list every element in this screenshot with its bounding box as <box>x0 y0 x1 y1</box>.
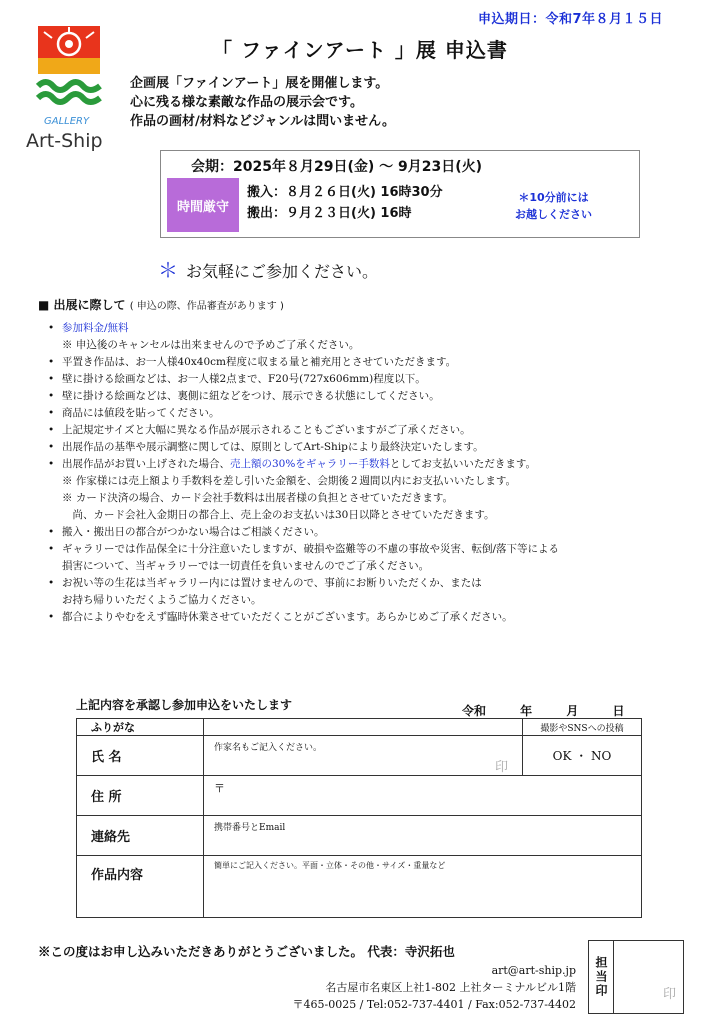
rule-item <box>48 439 708 456</box>
name-hint: 作家名もご記入ください。 <box>214 743 323 753</box>
form-date: 令和 年 月 日 <box>462 704 625 718</box>
rule-text: 尚、カード会社入金期日の都合上、売上金のお支払いは30日以降とさせていただきます。 <box>62 509 495 521</box>
rule-text: 都合によりやむをえず臨時休業させていただくことがございます。あらかじめご了承ください。 <box>62 611 513 623</box>
contact-field[interactable]: 携帯番号とEmail <box>204 816 642 856</box>
early-arrival-note <box>515 189 592 223</box>
rule-item <box>48 541 708 558</box>
furigana-label: ふりがな <box>77 719 204 736</box>
rule-text: 損害について、当ギャラリーでは一切責任を負いませんのでご了承ください。 <box>62 560 430 572</box>
intro-line: 心に残る様な素敵な作品の展示会です。 <box>130 95 363 110</box>
staff-stamp-label: 担当印 <box>589 941 614 1013</box>
rules-list <box>48 320 708 626</box>
rule-text: 商品には値段を貼ってください。 <box>62 407 220 419</box>
sns-label: 撮影やSNSへの投稿 <box>523 719 642 736</box>
staff-stamp-box <box>588 940 684 1014</box>
rule-text: 出展作品がお買い上げされた場合、 <box>62 458 230 470</box>
rule-text: ※ カード決済の場合、カード会社手数料は出展者様の負担とさせていただきます。 <box>62 492 453 504</box>
section-title: ■ 出展に際して <box>38 298 126 312</box>
strict-time-badge: 時間厳守 <box>167 178 239 232</box>
rule-item <box>48 320 708 337</box>
rule-item <box>48 405 708 422</box>
name-field[interactable] <box>204 736 523 776</box>
work-field[interactable]: 簡単にご記入ください。平面・立体・その他・サイズ・重量など <box>204 856 642 918</box>
seal-mark: 印 <box>494 760 508 775</box>
rule-item <box>48 473 708 490</box>
intro-line: 企画展「ファインアート」展を開催します。 <box>130 76 389 91</box>
form-heading: 上記内容を承認し参加申込をいたします <box>76 698 293 712</box>
contact-label: 連絡先 <box>77 816 204 856</box>
furigana-field[interactable] <box>204 719 523 736</box>
gallery-logo <box>26 24 116 158</box>
exhibition-period: 会期：2025年８月29日(金) 〜 9月23日(火) <box>191 159 483 175</box>
deadline-text: 申込期日：令和7年８月１５日 <box>478 12 664 27</box>
carry-times <box>247 182 443 224</box>
logo-name-text: Art-Ship <box>26 130 103 152</box>
intro-text <box>130 74 395 131</box>
early-note-line: お越しください <box>515 208 592 221</box>
rule-item <box>48 354 708 371</box>
rule-text: ギャラリーでは作品保全に十分注意いたしますが、破損や盗難等の不慮の事故や災害、転倒/落下等による <box>62 543 560 555</box>
thanks-note: ※この度はお申し込みいただきありがとうございました。 代表：寺沢拓也 <box>38 944 455 959</box>
address-label: 住 所 <box>77 776 204 816</box>
rule-item <box>48 592 708 609</box>
rule-text: 出展作品の基準や展示調整に関しては、原則としてArt-Shipにより最終決定いたします。 <box>62 441 484 453</box>
rule-text: 壁に掛ける絵画などは、裏側に紐などをつけ、展示できる状態にしてください。 <box>62 390 440 402</box>
rule-item <box>48 490 708 507</box>
rule-text: お祝い等の生花は当ギャラリー内には置けませんので、事前にお断りいただくか、または <box>62 577 482 589</box>
rule-item <box>48 337 708 354</box>
rule-item <box>48 456 708 473</box>
rule-item <box>48 507 708 524</box>
casual-text: お気軽にご参加ください。 <box>186 262 379 281</box>
rule-item <box>48 609 708 626</box>
email-text: art@art-ship.jp <box>491 964 576 977</box>
early-note-line: ＊10分前には <box>518 191 589 204</box>
carry-out-time: 搬出：９月２３日(火) 16時 <box>247 206 412 221</box>
section-subtitle: ( 申込の際、作品審査があります ) <box>129 301 284 312</box>
name-label: 氏 名 <box>77 736 204 776</box>
logo-gallery-text: GALLERY <box>44 116 90 127</box>
rule-item <box>48 371 708 388</box>
rule-item <box>48 422 708 439</box>
work-label: 作品内容 <box>77 856 204 918</box>
application-form <box>76 718 642 918</box>
sns-consent-field[interactable]: OK ・ NO <box>523 736 642 776</box>
rule-item <box>48 558 708 575</box>
schedule-box <box>160 150 640 238</box>
rule-text: 参加料金/無料 <box>62 322 129 334</box>
contact-info <box>292 962 576 1013</box>
address-text: 名古屋市名東区上社1-802 上社ターミナルビル1階 <box>325 981 576 994</box>
rule-item <box>48 575 708 592</box>
rule-text: 上記規定サイズと大幅に異なる作品が展示されることもございますがご了承ください。 <box>62 424 471 436</box>
intro-line: 作品の画材/材料などジャンルは問いません。 <box>130 114 395 129</box>
carry-in-time: 搬入：８月２６日(火) 16時30分 <box>247 185 443 200</box>
fee-highlight: 売上額の30%をギャラリー手数料 <box>230 458 390 470</box>
staff-seal-mark: 印 <box>663 987 677 1002</box>
asterisk-icon: ＊ <box>158 258 178 282</box>
rule-text: お持ち帰りいただくようご協力ください。 <box>62 594 262 606</box>
rule-text: ※ 作家様には売上額より手数料を差し引いた金額を、会期後２週間以内にお支払いいたします。 <box>62 475 516 487</box>
rule-text: ※ 申込後のキャンセルは出来ませんので予めご了承ください。 <box>62 339 360 351</box>
casual-note <box>158 254 378 283</box>
rule-text: 平置き作品は、お一人様40x40cm程度に収まる量と補充用とさせていただきます。 <box>62 356 457 368</box>
rule-item <box>48 524 708 541</box>
page-title: 「 ファインアート 」展 申込書 <box>212 38 508 62</box>
phone-text: 〒465-0025 / Tel:052-737-4401 / Fax:052-737-4402 <box>292 998 576 1011</box>
address-field[interactable]: 〒 <box>204 776 642 816</box>
rule-text: としてお支払いいただきます。 <box>389 458 537 470</box>
rule-text: 壁に掛ける絵画などは、お一人様2点まで、F20号(727x606mm)程度以下。 <box>62 373 426 385</box>
section-heading <box>38 296 284 313</box>
rule-item <box>48 388 708 405</box>
rule-text: 搬入・搬出日の都合がつかない場合はご相談ください。 <box>62 526 325 538</box>
